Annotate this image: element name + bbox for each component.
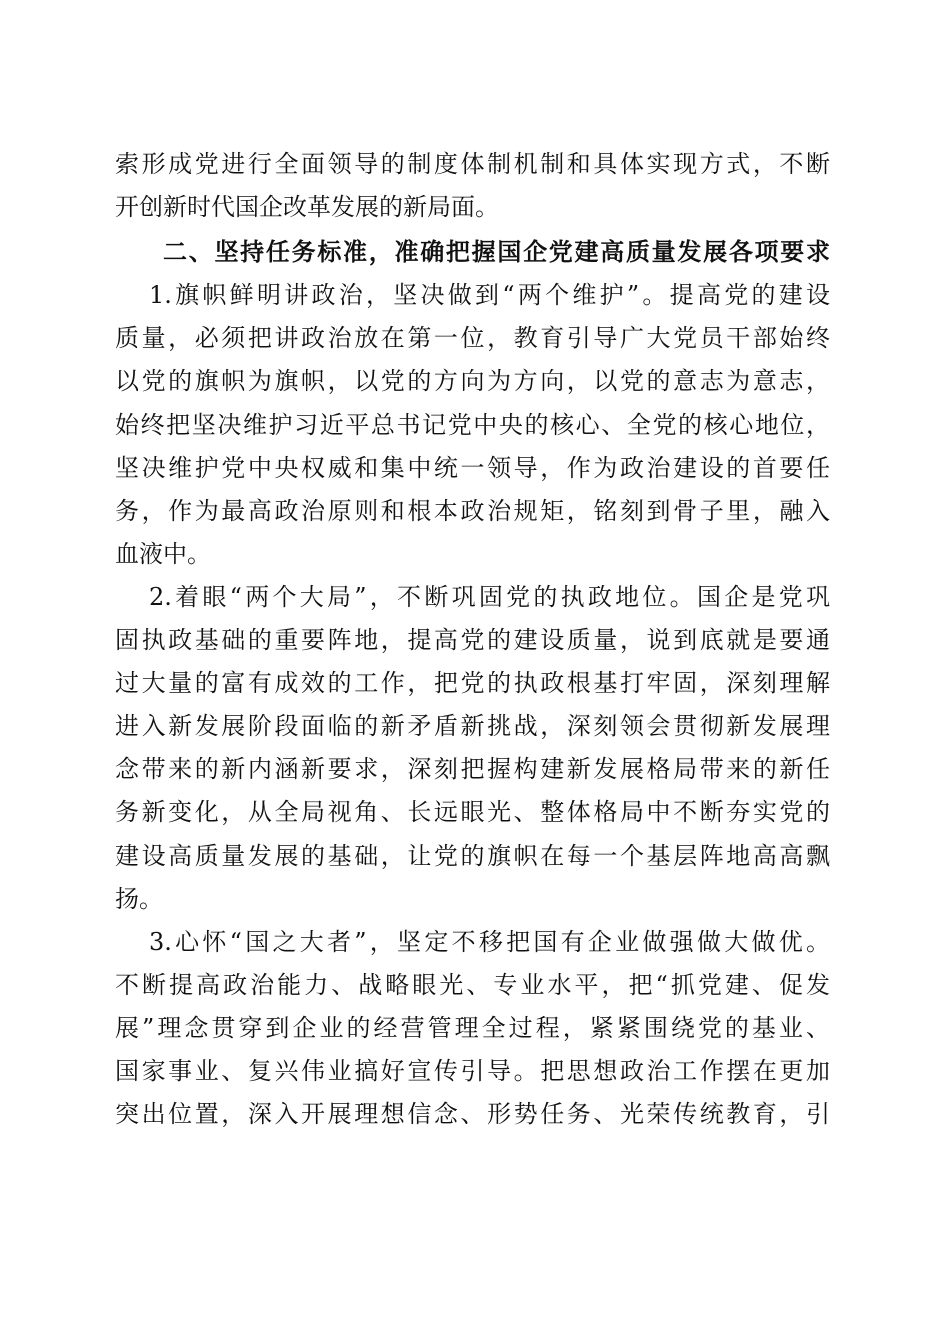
text-line: 以党的旗帜为旗帜，以党的方向为方向，以党的意志为意志， — [115, 367, 830, 396]
paragraph-continuation — [115, 143, 830, 229]
text-line: 1.旗帜鲜明讲政治，坚决做到“两个维护”。提高党的建设 — [149, 281, 830, 310]
text-line: 开创新时代国企改革发展的新局面。 — [115, 193, 499, 222]
text-line: 血液中。 — [115, 539, 211, 568]
text-line: 建设高质量发展的基础，让党的旗帜在每一个基层阵地高高飘 — [115, 841, 830, 870]
heading-text: 二、坚持任务标准，准确把握国企党建高质量发展各项要求 — [163, 238, 830, 267]
paragraph-item-1 — [115, 274, 830, 576]
text-line: 过大量的富有成效的工作，把党的执政根基打牢固，深刻理解 — [115, 669, 830, 698]
text-line: 2.着眼“两个大局”，不断巩固党的执政地位。国企是党巩 — [149, 582, 830, 611]
text-line: 念带来的新内涵新要求，深刻把握构建新发展格局带来的新任 — [115, 755, 830, 784]
text-line: 索形成党进行全面领导的制度体制机制和具体实现方式，不断 — [115, 150, 830, 178]
text-line: 坚决维护党中央权威和集中统一领导，作为政治建设的首要任 — [115, 453, 830, 482]
text-line: 不断提高政治能力、战略眼光、专业水平，把“抓党建、促发 — [115, 970, 830, 999]
document-body — [115, 143, 830, 1136]
paragraph-item-3 — [115, 921, 830, 1136]
text-line: 展”理念贯穿到企业的经营管理全过程，紧紧围绕党的基业、 — [115, 1013, 830, 1042]
text-line: 突出位置，深入开展理想信念、形势任务、光荣传统教育，引 — [115, 1100, 830, 1129]
text-line: 固执政基础的重要阵地，提高党的建设质量，说到底就是要通 — [115, 626, 830, 655]
text-line: 务，作为最高政治原则和根本政治规矩，铭刻到骨子里，融入 — [115, 496, 830, 525]
text-line: 务新变化，从全局视角、长远眼光、整体格局中不断夯实党的 — [115, 798, 830, 827]
paragraph-item-2 — [115, 576, 830, 921]
text-line: 始终把坚决维护习近平总书记党中央的核心、全党的核心地位， — [115, 410, 830, 439]
text-line: 国家事业、复兴伟业搞好宣传引导。把思想政治工作摆在更加 — [115, 1056, 830, 1085]
text-line: 质量，必须把讲政治放在第一位，教育引导广大党员干部始终 — [115, 324, 830, 353]
text-line: 3.心怀“国之大者”，坚定不移把国有企业做强做大做优。 — [149, 927, 830, 956]
section-heading — [115, 231, 830, 274]
text-line: 扬。 — [115, 884, 163, 913]
text-line: 进入新发展阶段面临的新矛盾新挑战，深刻领会贯彻新发展理 — [115, 712, 830, 741]
